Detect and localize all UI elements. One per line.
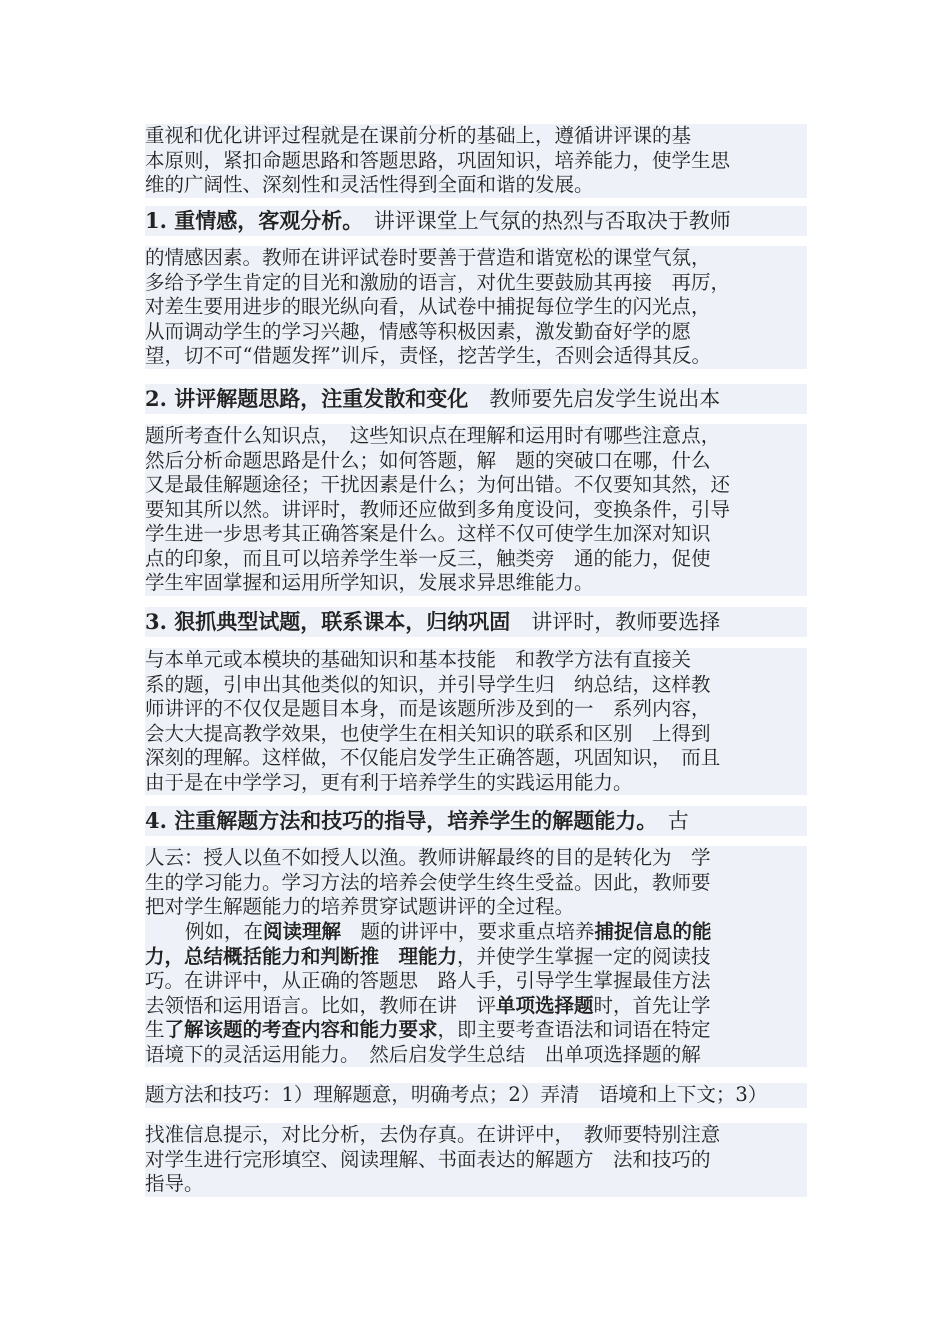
section-title: 4. 注重解题方法和技巧的指导，培养学生的解题能力。 xyxy=(145,808,647,833)
text-line: 生了解该题的考查内容和能力要求，即主要考查语法和词语在特定 xyxy=(145,1018,711,1041)
text-line: 与本单元或本模块的基础知识和基本技能 和教学方法有直接关 xyxy=(145,648,692,671)
section-title: 3. 狠抓典型试题，联系课本，归纳巩固 xyxy=(145,609,511,634)
section-3 xyxy=(145,607,807,637)
text-line: 人云：授人以鱼不如授人以渔。教师讲解最终的目的是转化为 学 xyxy=(145,846,711,869)
intro-paragraph xyxy=(145,124,807,198)
emphasis: 捕捉信息的能 xyxy=(594,920,712,943)
text-line: 点的印象，而且可以培养学生举一反三，触类旁 通的能力，促使 xyxy=(145,546,711,570)
emphasis: 力，总结概括能力和判断推 理能力 xyxy=(145,944,458,968)
text-line: 生的学习能力。学习方法的培养会使学生终生受益。因此，教师要 xyxy=(145,870,711,894)
text-line: 语境下的灵活运用能力。 然后启发学生总结 出单项选择题的解 xyxy=(145,1042,701,1066)
text-line: 指导。 xyxy=(145,1172,204,1195)
text-line: 力，总结概括能力和判断推 理能力，并使学生掌握一定的阅读技 xyxy=(145,944,711,968)
text-line: 找准信息提示，对比分析，去伪存真。在讲评中， 教师要特别注意 xyxy=(145,1123,721,1146)
text-line: 望，切不可“借题发挥”训斥，责怪，挖苦学生，否则会适得其反。 xyxy=(145,344,711,367)
section-heading xyxy=(145,206,807,236)
text-line: 又是最佳解题途径；干扰因素是什么；为何出错。不仅要知其然，还 xyxy=(145,473,731,496)
section-heading xyxy=(145,384,807,414)
example-line-7 xyxy=(145,1083,807,1108)
text-line: 要知其所以然。讲评时，教师还应做到多角度设问，变换条件，引导 xyxy=(145,497,731,521)
example-paragraph xyxy=(145,920,807,1067)
emphasis: 了解该题的考查内容和能力要求 xyxy=(164,1018,438,1041)
text-line: 把对学生解题能力的培养贯穿试题讲评的全过程。 xyxy=(145,895,575,918)
text-line: 去领悟和运用语言。比如，教师在讲 评单项选择题时，首先让学 xyxy=(145,993,711,1017)
section-2 xyxy=(145,384,807,414)
section-lead: 讲评时，教师要选择 xyxy=(510,610,721,634)
text-line: 题所考查什么知识点， 这些知识点在理解和运用时有哪些注意点， xyxy=(145,424,721,447)
section-lead: 讲评课堂上气氛的热烈与否取决于教师 xyxy=(352,209,731,233)
text-line: 系的题，引申出其他类似的知识，并引导学生归 纳总结，这样教 xyxy=(145,672,711,696)
example-tail xyxy=(145,1123,807,1197)
text-line: 例如，在阅读理解 题的讲评中，要求重点培养捕捉信息的能 xyxy=(185,920,712,943)
section-4-body xyxy=(145,846,807,920)
text-line: 会大大提高教学效果，也使学生在相关知识的联系和区别 上得到 xyxy=(145,721,711,745)
text-line: 从而调动学生的学习兴趣，情感等积极因素，激发勤奋好学的愿 xyxy=(145,319,692,343)
text-line: 巧。在讲评中，从正确的答题思 路人手，引导学生掌握最佳方法 xyxy=(145,969,711,992)
text-line: 维的广阔性、深刻性和灵活性得到全面和谐的发展。 xyxy=(145,173,594,196)
text-line: 的情感因素。教师在讲评试卷时要善于营造和谐宽松的课堂气氛， xyxy=(145,246,711,269)
section-title: 2. 讲评解题思路，注重发散和变化 xyxy=(145,386,469,411)
text-line: 题方法和技巧：1）理解题意，明确考点；2）弄清 语境和上下文；3） xyxy=(145,1083,768,1106)
section-2-body xyxy=(145,424,807,596)
section-lead: 古 xyxy=(646,809,689,833)
section-lead: 教师要先启发学生说出本 xyxy=(468,387,721,411)
text-line: 对差生要用进步的眼光纵向看，从试卷中捕捉每位学生的闪光点， xyxy=(145,295,711,318)
text-line: 本原则，紧扣命题思路和答题思路，巩固知识，培养能力，使学生思 xyxy=(145,148,731,172)
text-line: 学生进一步思考其正确答案是什么。这样不仅可使学生加深对知识 xyxy=(145,522,711,545)
section-3-body xyxy=(145,648,807,795)
text-line: 然后分析命题思路是什么；如何答题，解 题的突破口在哪，什么 xyxy=(145,448,711,472)
section-heading xyxy=(145,806,807,836)
section-4 xyxy=(145,806,807,836)
text-line: 师讲评的不仅仅是题目本身，而是该题所涉及到的一 系列内容， xyxy=(145,697,711,720)
section-title: 1. 重情感，客观分析。 xyxy=(145,208,353,233)
text-line: 深刻的理解。这样做，不仅能启发学生正确答题，巩固知识， 而且 xyxy=(145,746,721,769)
text-line: 对学生进行完形填空、阅读理解、书面表达的解题方 法和技巧的 xyxy=(145,1147,711,1171)
text-line: 重视和优化讲评过程就是在课前分析的基础上，遵循讲评课的基 xyxy=(145,124,692,147)
section-1-body xyxy=(145,246,807,369)
emphasis: 单项选择题 xyxy=(496,993,594,1017)
text-line: 由于是在中学学习，更有利于培养学生的实践运用能力。 xyxy=(145,770,633,794)
emphasis: 阅读理解 xyxy=(263,920,342,943)
section-1 xyxy=(145,206,807,236)
section-heading xyxy=(145,607,807,637)
text-line: 多给予学生肯定的目光和激励的语言，对优生要鼓励其再接 再厉， xyxy=(145,270,731,294)
text-line: 学生牢固掌握和运用所学知识，发展求异思维能力。 xyxy=(145,571,594,594)
